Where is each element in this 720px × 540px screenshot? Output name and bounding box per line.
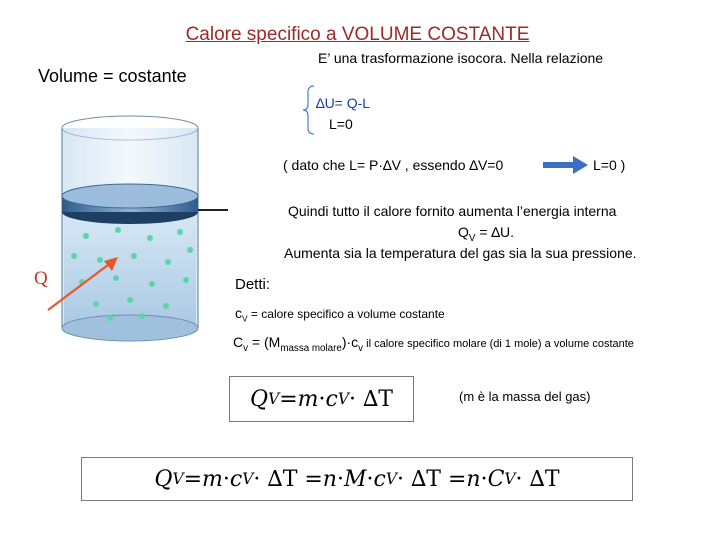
equation-qv-mc: Q V = m · c V · ∆T <box>229 376 414 422</box>
l-zero-result: L=0 ) <box>593 157 626 173</box>
l-zero: L=0 <box>329 116 353 132</box>
mass-note: (m è la massa del gas) <box>459 389 591 404</box>
heat-q-label: Q <box>34 268 48 289</box>
arrow-right-icon <box>543 154 589 176</box>
volume-label: Volume = costante <box>38 66 187 86</box>
molar-cv-definition: $C_v = (M_{massa molare})\cdot c_v$ il calore specifico molare (di 1 mole) a volume costante <box>233 334 634 354</box>
page-title: Calore specifico a VOLUME COSTANTE <box>185 24 530 45</box>
qv-equation: $Q_V = \Delta U$. <box>458 224 514 244</box>
intro-text: E’ una trasformazione isocora. Nella relazione <box>318 50 604 66</box>
dato-che-text: ( dato che L= P·∆V , essendo ∆V=0 <box>283 157 504 173</box>
detti-label: Detti: <box>235 276 271 293</box>
equation-qv-full: Q V = m · c V · ∆T = n · M · c V · ∆T = n · C V · ∆T <box>81 457 633 501</box>
quindi-text: Quindi tutto il calore fornito aumenta l’energia interna <box>288 203 617 219</box>
cylinder-illustration <box>30 110 235 350</box>
bracket-icon <box>302 84 316 136</box>
delta-u-equation: ∆U= Q-L <box>316 95 371 111</box>
cv-definition: $c_V$ = calore specifico a volume costante <box>235 305 445 324</box>
aumenta-text: Aumenta sia la temperatura del gas sia la sua pressione. <box>284 245 637 261</box>
